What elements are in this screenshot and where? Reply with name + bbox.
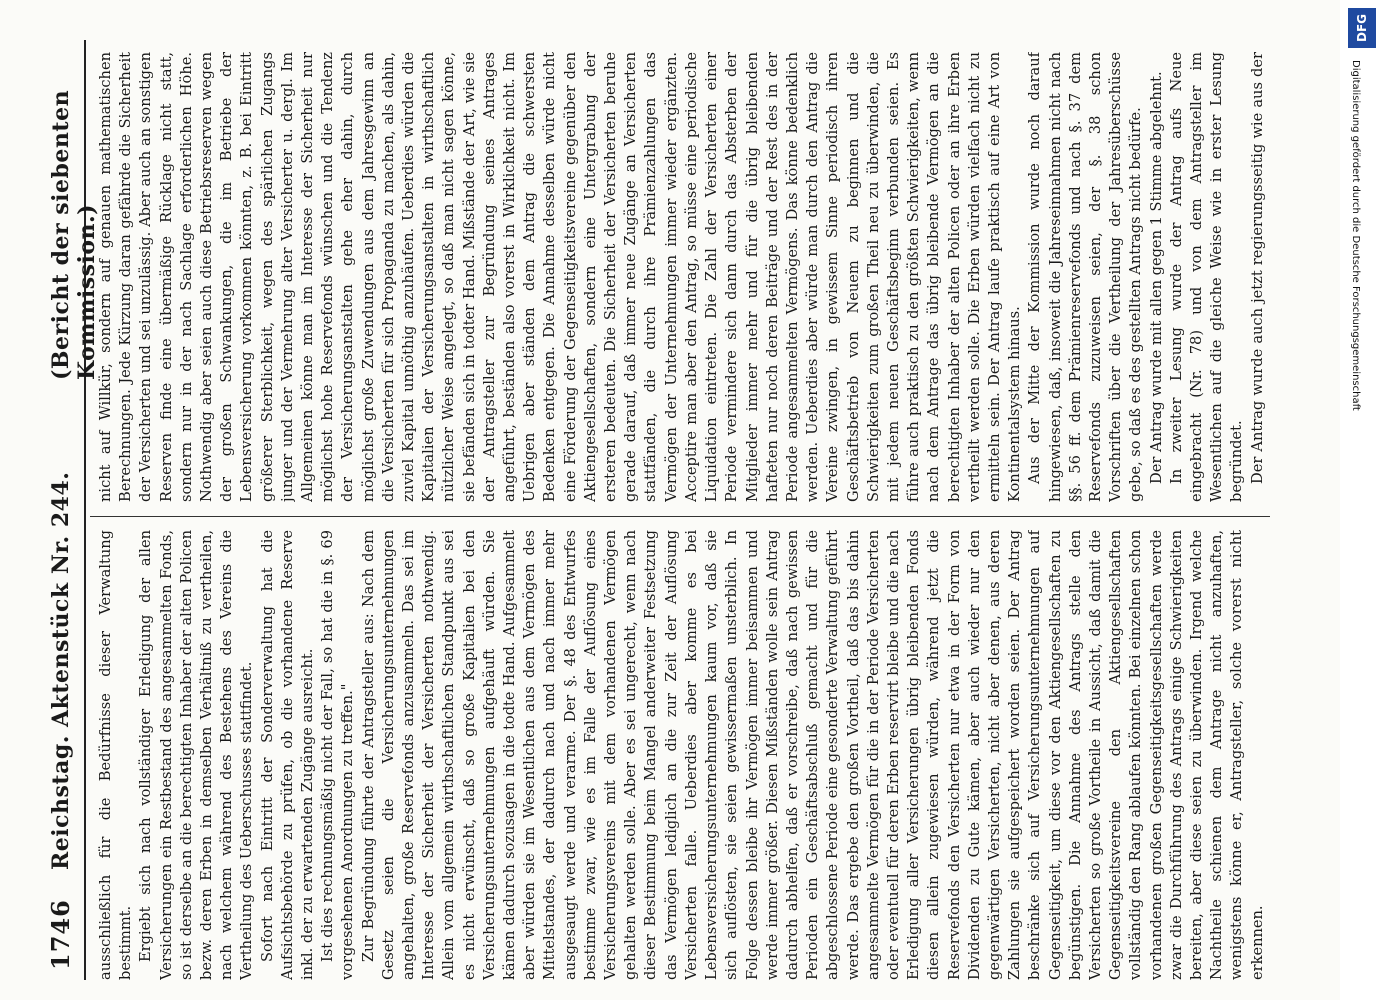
- paragraph: Zur Begründung führte der Antragsteller aus: Nach dem Gesetz seien die Versicherungsunternehmungen angehalten, große Reservefonds anzusammeln. Das sei im Interesse der Sicherheit der Versicherten nothwendig. Allein vom allgemein wirthschaftlichen Standpunkt aus sei es nicht erwünscht, daß so große Kapitalien bei den Versicherungsunternehmungen aufgehäuft würden. Sie kämen dadurch sozusagen in die todte Hand. Aufgesammelt aber würden sie im Wesentlichen aus dem Vermögen des Mittelstandes, der dadurch nach und nach immer mehr ausgesaugt werde und verarme. Der §. 48 des Entwurfes bestimme zwar, wie es im Falle der Auflösung eines Versicherungsvereins mit dem vorhandenen Vermögen gehalten werden solle. Aber es sei ungerecht, wenn nach dieser Bestimmung beim Mangel anderweiter Festsetzung das Vermögen lediglich an die zur Zeit der Auflösung Versicherten falle. Ueberdies aber komme es bei Lebensversicherungsunternehmungen kaum vor, daß sie sich auflösten, sie seien gewissermaßen unsterblich. In Folge dessen bleibe ihr Vermögen immer beisammen und werde immer größer. Diesen Mißständen wolle sein Antrag dadurch abhelfen, daß er vorschreibe, daß nach gewissen Perioden ein Geschäftsabschluß gemacht und für die abgeschlossene Periode eine gesonderte Verwaltung geführt werde. Das ergebe den großen Vortheil, daß das bis dahin angesammelte Vermögen für die in der Periode Versicherten oder eventuell für deren Erben reservirt bleibe und die nach Erledigung aller Versicherungen übrig bleibenden Fonds diesen allein zugewiesen würden, während jetzt die Reservefonds den Versicherten nur etwa in der Form von Dividenden zu Gute kämen, aber auch wieder nur den gegenwärtigen Versicherten, nicht aber denen, aus deren Zahlungen sie aufgespeichert worden seien. Der Antrag beschränke sich auf Versicherungsunternehmungen auf Gegenseitigkeit, um diese vor den Aktiengesellschaften zu begünstigen. Die Annahme des Antrags stelle den Versicherten so große Vortheile in Aussicht, daß damit die Gegenseitigkeitsvereine den Aktiengesellschaften vollständig den Rang ablaufen könnten. Bei einzelnen schon vorhandenen großen Gegenseitigkeitsgesellschaften werde zwar die Durchführung des Antrags einige Schwierigkeiten bereiten, aber diese seien zu überwinden. Irgend welche Nachtheile schienen dem Antrage nicht anzuhaften, wenigstens könne er, Antragsteller, solche vorerst nicht erkennen.: [359, 530, 1266, 980]
- running-title-right: (Bericht der siebenten Kommission.): [48, 89, 100, 380]
- text-column-left: [96, 530, 1266, 980]
- paragraph: Aus der Mitte der Kommission wurde noch darauf hingewiesen, daß, insoweit die Jahreseinnahmen nicht nach §§. 56 ff. dem Prämienreservefonds und nach §. 37 dem Reservefonds zuzuweisen seien, der §. 38 schon Vorschriften über die Vertheilung der Jahresüberschüsse gebe, so daß es des gestellten Antrags nicht bedürfe.: [1026, 52, 1145, 502]
- paragraph: Sofort nach Eintritt der Sonderverwaltung hat die Aufsichtsbehörde zu prüfen, ob die vorhandene Reserve inkl. der zu erwartenden Zugänge ausreicht.: [258, 530, 317, 980]
- running-title-left: Reichstag. Aktenstück Nr. 244.: [48, 471, 74, 870]
- paragraph: Der Antrag wurde mit allen gegen 1 Stimme abgelehnt.: [1147, 71, 1165, 484]
- dfg-logo-icon: [1348, 8, 1376, 48]
- column-divider: [90, 516, 1270, 517]
- digitization-credit: Digitalisierung gefördert durch die Deutsche Forschungsgemeinschaft: [1350, 60, 1361, 411]
- paragraph: Ist dies rechnungsmäßig nicht der Fall, so hat die in §. 69 vorgesehenen Anordnungen zu treffen.": [319, 530, 357, 980]
- dfg-logo-text: DFG: [1355, 13, 1370, 43]
- paragraph: Ergiebt sich nach vollständiger Erledigung der allen Versicherungen ein Restbestand des angesammelten Fonds, so ist derselbe an die berechtigten Inhaber der alten Policen bezw. deren Erben in demselben Verhältniß zu vertheilen, nach welchem während des Bestehens des Vereins die Vertheilung des Ueberschusses stattfindet.: [137, 530, 256, 980]
- paragraph: nicht auf Willkür, sondern auf genauen mathematischen Berechnungen. Jede Kürzung daran gefährde die Sicherheit der Versicherten und sei unzulässig. Aber auch an sonstigen Reserven finde eine übermäßige Rücklage nicht statt, sondern nur in der nach Sachlage erforderlichen Höhe. Nothwendig aber seien auch diese Betriebsreserven wegen der großen Schwankungen, die im Betriebe der Lebensversicherung vorkommen könnten, z. B. bei Eintritt größerer Sterblichkeit, wegen des spärlichen Zugangs junger und der Vermehrung alter Versicherter u. dergl. Im Allgemeinen könne man im Interesse der Sicherheit nur möglichst hohe Reservefonds wünschen und die Tendenz der Versicherungsanstalten gehe eher dahin, durch möglichst große Zuwendungen aus dem Jahresgewinn an die Versicherten für sich Propaganda zu machen, als dahin, zuviel Kapital unnöthig anzuhäufen. Ueberdies würden die Kapitalien der Versicherungsanstalten in wirthschaftlich nützlicher Weise angelegt, so daß man nicht sagen könne, sie befänden sich in todter Hand. Mißstände der Art, wie sie der Antragsteller zur Begründung seines Antrages angeführt, beständen also vorerst in Wirklichkeit nicht. Im Uebrigen aber ständen dem Antrag die schwersten Bedenken entgegen. Die Annahme desselben würde nicht eine Förderung der Gegenseitigkeitsvereine gegenüber den Aktiengesellschaften, sondern eine Untergrabung der ersteren bedeuten. Die Sicherheit der Versicherten beruhe gerade darauf, daß immer neue Zugänge an Versicherten stattfänden, die durch ihre Prämienzahlungen das Vermögen der Unternehmungen immer wieder ergänzten. Acceptire man aber den Antrag, so müsse eine periodische Liquidation eintreten. Die Zahl der Versicherten einer Periode vermindere sich dann durch das Absterben der Mitglieder immer mehr und für die übrig bleibenden hafteten nur noch deren Beiträge und der Rest des in der Periode angesammelten Vermögens. Das könne bedenklich werden. Ueberdies aber würde man durch den Antrag die Vereine zwingen, in gewissem Sinne periodisch ihren Geschäftsbetrieb von Neuem zu beginnen und die Schwierigkeiten zum großen Theil neu zu überwinden, die mit jedem neuen Geschäftsbeginn verbunden seien. Es führe auch praktisch zu den größten Schwierigkeiten, wenn nach dem Antrage das übrig bleibende Vermögen an die berechtigten Inhaber der alten Policen oder an ihre Erben vertheilt werden solle. Die Erben würden vielfach nicht zu ermitteln sein. Der Antrag laufe praktisch auf eine Art von Kontinentalsystem hinaus.: [97, 52, 1024, 502]
- page-header: [40, 40, 100, 980]
- page-number: 1746: [46, 899, 75, 970]
- paragraph: In zweiter Lesung wurde der Antrag aufs Neue eingebracht (Nr. 78) und von dem Antragsteller im Wesentlichen auf die gleiche Weise wie in erster Lesung begründet.: [1167, 52, 1246, 502]
- text-column-right: [96, 52, 1266, 502]
- rotated-document-page: [40, 40, 1280, 980]
- paragraph: ausschließlich für die Bedürfnisse dieser Verwaltung bestimmt.: [97, 530, 135, 980]
- digitization-strip: [1340, 0, 1383, 1000]
- paragraph: Der Antrag wurde auch jetzt regierungsseitig wie aus der: [1248, 52, 1266, 484]
